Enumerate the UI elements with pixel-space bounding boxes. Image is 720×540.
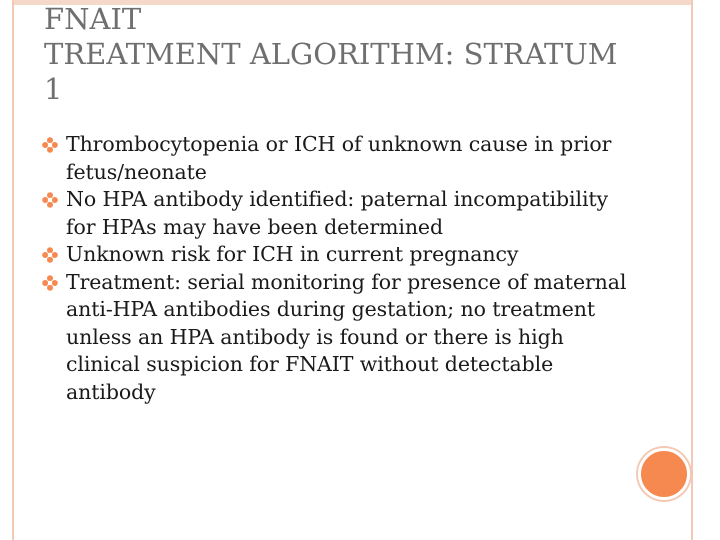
flower-bullet-icon <box>42 275 58 291</box>
bullet-text: Thrombocytopenia or ICH of unknown cause in prior fetus/neonate <box>66 132 612 184</box>
bullet-item <box>42 241 632 269</box>
title-line: FNAIT <box>44 2 142 36</box>
decorative-orb <box>638 448 690 500</box>
flower-bullet-icon <box>42 137 58 153</box>
right-frame-line <box>691 0 693 540</box>
bullet-item <box>42 269 632 407</box>
bullet-text: No HPA antibody identified: paternal incompatibility for HPAs may have been determined <box>66 187 609 239</box>
left-frame-line <box>12 0 14 540</box>
slide-title <box>44 2 644 107</box>
bullet-item <box>42 186 632 241</box>
flower-bullet-icon <box>42 247 58 263</box>
bullet-item <box>42 131 632 186</box>
title-line: TREATMENT ALGORITHM: STRATUM <box>44 37 618 71</box>
bullet-list <box>42 131 632 406</box>
flower-bullet-icon <box>42 192 58 208</box>
bullet-text: Treatment: serial monitoring for presence of maternal anti-HPA antibodies during gestation; no treatment unless an HPA antibody is found or there is high clinical suspicion for FNAIT without detectable antibody <box>66 269 627 404</box>
title-line: 1 <box>44 72 63 106</box>
bullet-text: Unknown risk for ICH in current pregnancy <box>66 242 519 266</box>
